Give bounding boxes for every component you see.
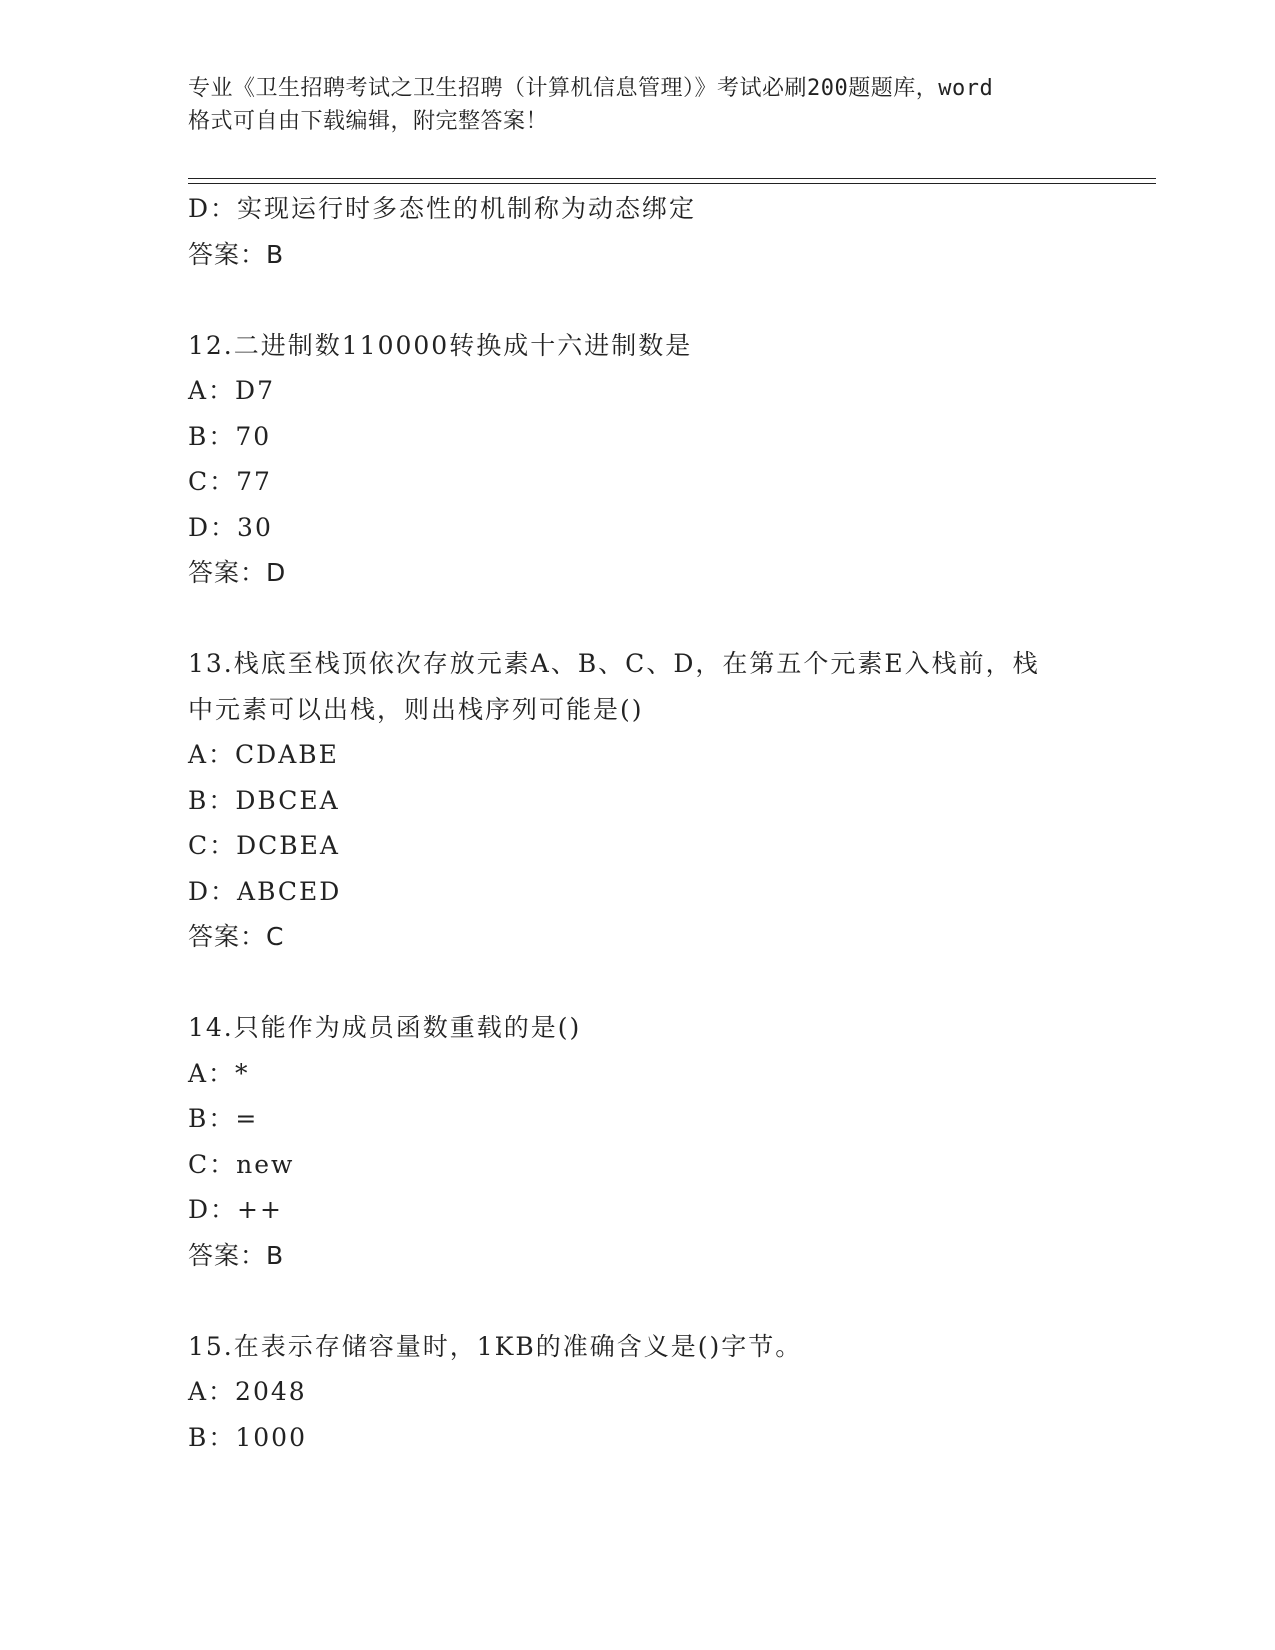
question-list — [188, 186, 1108, 1460]
q13-option-d: D：ABCED — [188, 876, 342, 906]
q12-option-a: A：D7 — [188, 376, 276, 405]
spacer — [188, 1278, 1108, 1324]
q13-stem-line-2: 中元素可以出栈，则出栈序列可能是() — [188, 694, 644, 724]
q13-option-a: A：CDABE — [188, 740, 339, 769]
q12-option-b: B：70 — [188, 421, 272, 451]
spacer — [188, 596, 1108, 642]
q14-answer: 答案：B — [188, 1240, 285, 1270]
spacer — [188, 960, 1108, 1006]
header-line-1: 专业《卫生招聘考试之卫生招聘（计算机信息管理）》考试必刷200题题库，word — [188, 76, 994, 101]
q14-option-a: A：* — [188, 1058, 250, 1088]
header-divider-bottom — [188, 183, 1156, 184]
q15-option-b: B：1000 — [188, 1422, 307, 1452]
q14-option-b: B：= — [188, 1104, 259, 1133]
q12-option-d: D：30 — [188, 512, 273, 542]
q15-option-a: A：2048 — [188, 1377, 307, 1406]
q12-stem: 12.二进制数110000转换成十六进制数是 — [188, 330, 693, 360]
q14-stem: 14.只能作为成员函数重载的是() — [188, 1013, 582, 1042]
q15-stem: 15.在表示存储容量时，1KB的准确含义是()字节。 — [188, 1331, 803, 1361]
q12-option-c: C：77 — [188, 467, 272, 496]
document-header — [188, 72, 1088, 138]
q13-option-c: C：DCBEA — [188, 831, 340, 860]
q12-answer: 答案：D — [188, 558, 287, 587]
q13-stem-line-1: 13.栈底至栈顶依次存放元素A、B、C、D，在第五个元素E入栈前，栈 — [188, 649, 1040, 678]
header-divider-top — [188, 178, 1156, 179]
q14-option-c: C：new — [188, 1149, 295, 1179]
prev-option-d: D：实现运行时多态性的机制称为动态绑定 — [188, 194, 697, 223]
q14-option-d: D：++ — [188, 1195, 283, 1224]
header-line-2: 格式可自由下载编辑，附完整答案！ — [188, 109, 549, 134]
q13-option-b: B：DBCEA — [188, 785, 340, 815]
q13-answer: 答案：C — [188, 922, 285, 951]
prev-answer: 答案：B — [188, 239, 285, 269]
spacer — [188, 277, 1108, 323]
